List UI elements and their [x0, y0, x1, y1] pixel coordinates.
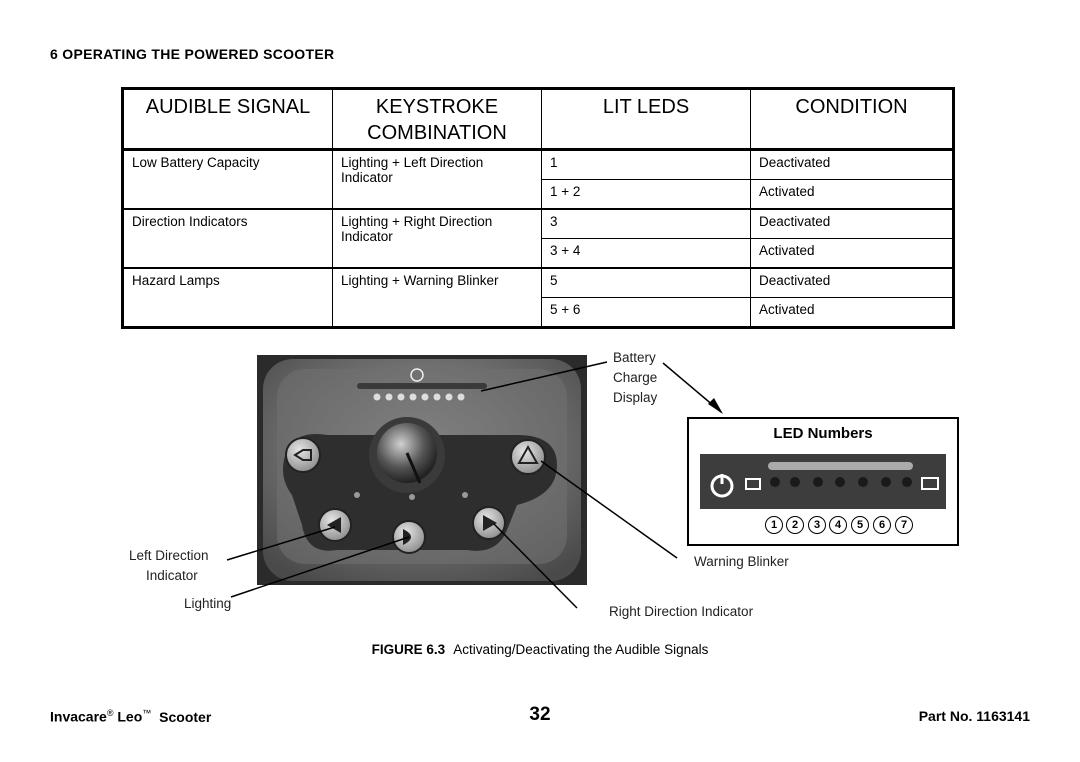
figure-number: FIGURE 6.3	[371, 642, 446, 657]
leds-cell: 1 + 2	[542, 180, 751, 210]
led-panel-photo	[700, 454, 946, 509]
lighting-label: Lighting	[184, 596, 232, 611]
condition-cell: Activated	[751, 239, 954, 269]
led-number: 1	[765, 516, 783, 534]
led-number: 3	[808, 516, 826, 534]
leds-cell: 5	[542, 268, 751, 298]
page-number: 32	[529, 704, 551, 725]
left-direction-label-2: Indicator	[146, 568, 198, 583]
led-number: 4	[829, 516, 847, 534]
figure-caption-text: Activating/Deactivating the Audible Signals	[453, 642, 709, 657]
led-numbers-box	[687, 417, 959, 546]
horn-button[interactable]	[286, 438, 320, 472]
table-row	[123, 150, 954, 180]
keystroke-cell: Lighting + Left Direction Indicator	[333, 150, 542, 210]
leds-cell: 3 + 4	[542, 239, 751, 269]
footer-part-number: Part No. 1163141	[918, 708, 1030, 724]
right-direction-button[interactable]	[473, 507, 505, 539]
table-row	[123, 209, 954, 239]
condition-cell: Activated	[751, 180, 954, 210]
warning-blinker-button[interactable]	[511, 440, 545, 474]
right-direction-label: Right Direction Indicator	[609, 604, 754, 619]
header-audible-signal: AUDIBLE SIGNAL	[123, 89, 333, 150]
footer-product: Invacare® Leo™ Scooter	[50, 708, 212, 725]
leds-cell: 3	[542, 209, 751, 239]
keystroke-cell: Lighting + Right Direction Indicator	[333, 209, 542, 268]
figure-caption	[0, 642, 1080, 657]
table-row	[123, 268, 954, 298]
signal-cell: Hazard Lamps	[132, 273, 220, 288]
display-label: Display	[613, 390, 658, 405]
condition-cell: Deactivated	[751, 150, 954, 180]
led-numbers-title: LED Numbers	[773, 425, 873, 442]
keystroke-cell: Lighting + Warning Blinker	[333, 268, 542, 328]
led-number: 5	[851, 516, 869, 534]
section-heading: 6 OPERATING THE POWERED SCOOTER	[50, 46, 335, 62]
warning-blinker-label: Warning Blinker	[694, 554, 789, 569]
header-condition: CONDITION	[751, 89, 954, 150]
header-keystroke-combination: KEYSTROKE COMBINATION	[333, 89, 542, 150]
left-direction-label: Left Direction	[129, 548, 209, 563]
leds-cell: 5 + 6	[542, 298, 751, 328]
condition-cell: Activated	[751, 298, 954, 328]
left-direction-button[interactable]	[319, 509, 351, 541]
condition-cell: Deactivated	[751, 268, 954, 298]
audible-signals-table	[121, 87, 955, 329]
condition-cell: Deactivated	[751, 209, 954, 239]
battery-label: Battery	[613, 350, 656, 365]
header-lit-leds: LIT LEDS	[542, 89, 751, 150]
leds-cell: 1	[542, 150, 751, 180]
signal-cell: Low Battery Capacity	[123, 150, 333, 210]
led-number: 7	[895, 516, 913, 534]
control-panel-photo	[257, 355, 587, 585]
table-header-row	[123, 89, 954, 150]
led-number: 2	[786, 516, 804, 534]
led-number: 6	[873, 516, 891, 534]
signal-cell: Direction Indicators	[123, 209, 333, 268]
charge-label: Charge	[613, 370, 658, 385]
lighting-button[interactable]	[393, 521, 425, 553]
